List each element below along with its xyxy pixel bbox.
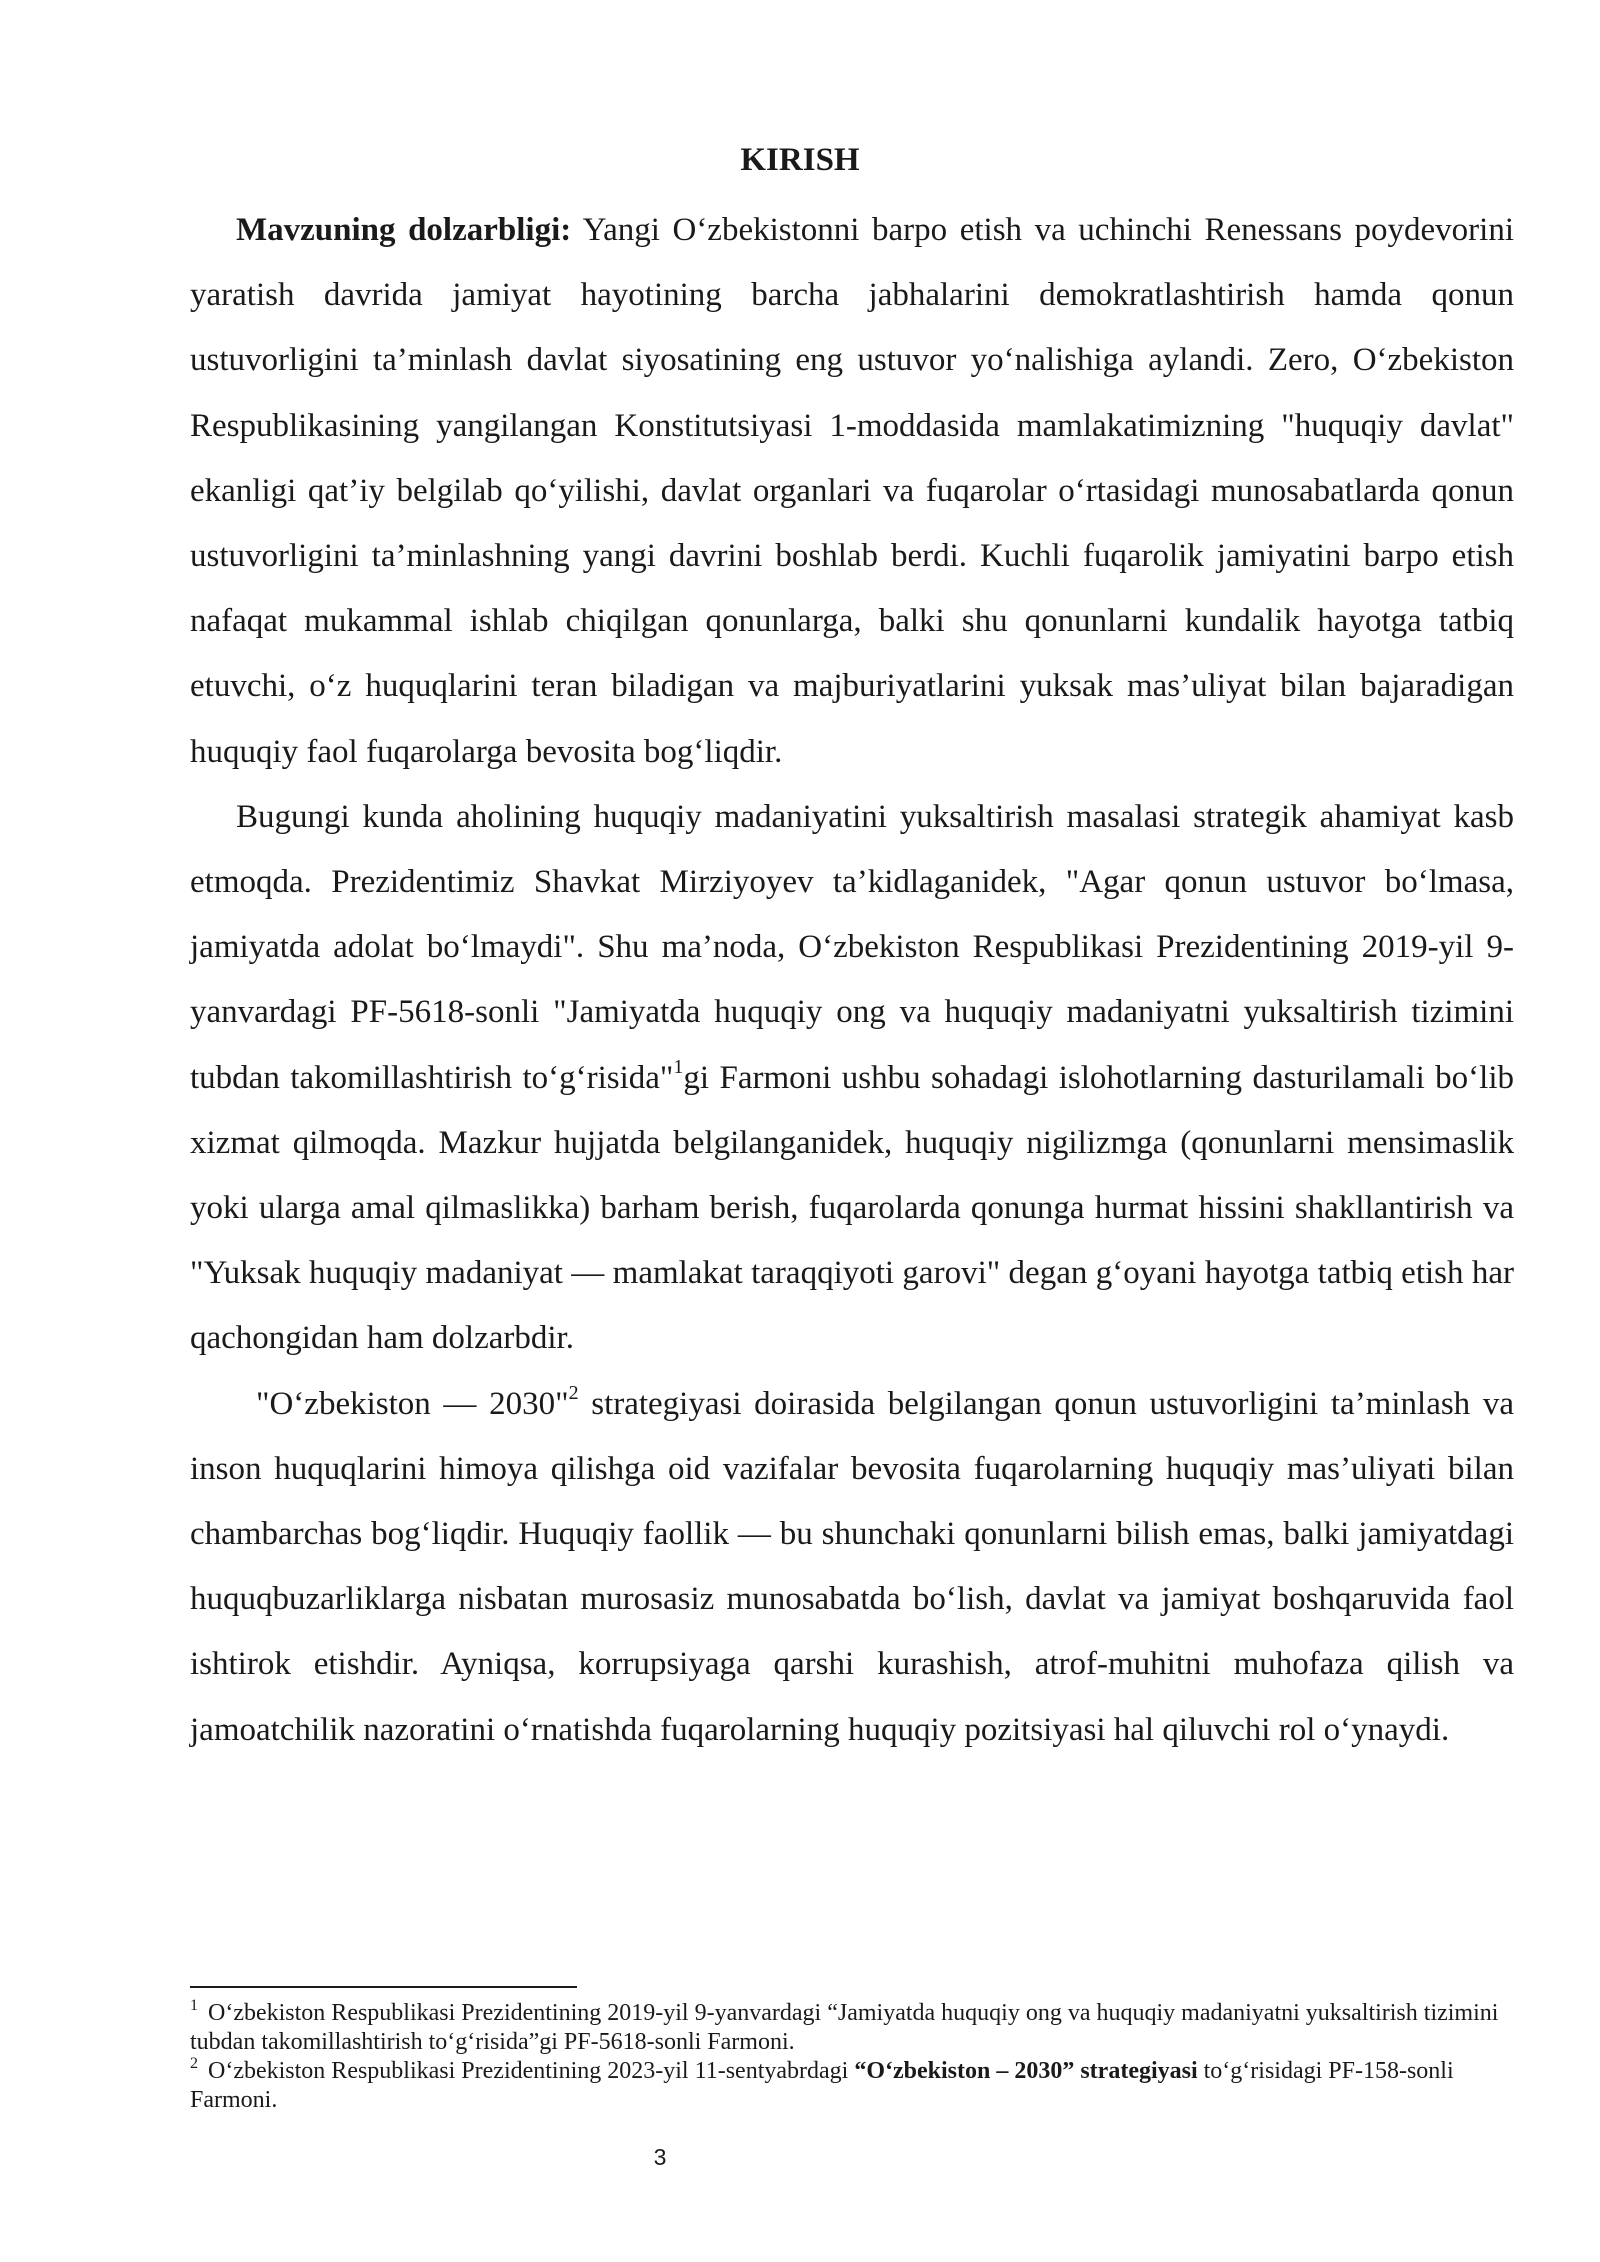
section-title: KIRISH (740, 142, 860, 178)
footnote-1 (190, 1999, 1514, 2057)
footnote-ref-2[interactable]: 2 (568, 1381, 579, 1404)
paragraph-text: "O‘zbekiston — 2030" (256, 1385, 569, 1422)
paragraph-legal-culture (190, 785, 1514, 1372)
paragraph-text: Bugungi kunda aholining huquqiy madaniyatini yuksaltirish masalasi strategik ahamiyat kasb etmoqda. Prezidentimiz Shavkat Mirziyoyev ta’kidlaganidek, "Agar qonun ustuvor bo‘lmasa, jamiyatda adolat bo‘lmaydi". Shu ma’noda, O‘zbekiston Respublikasi Prezidentining 2019-yil 9-yanvardagi PF-5618-sonli "Jamiyatda huquqiy ong va huquqiy madaniyatni yuksaltirish tizimini tubdan takomillashtirish to‘g‘risida" (190, 798, 1514, 1096)
footnote-bold-title: “O‘zbekiston – 2030” strategiyasi (854, 2058, 1198, 2084)
footnote-ref-1[interactable]: 1 (673, 1055, 684, 1078)
paragraph-strategy-2030 (190, 1372, 1514, 1763)
paragraph-text: strategiyasi doirasida belgilangan qonun ustuvorligini ta’minlash va inson huquqlarini himoya qilishga oid vazifalar bevosita fuqarolarning huquqiy mas’uliyati bilan chambarchas bog‘liqdir. Huquqiy faollik — bu shunchaki qonunlarni bilish emas, balki jamiyatdagi huquqbuzarliklarga nisbatan murosasiz munosabatda bo‘lish, davlat va jamiyat boshqaruvida faol ishtirok etishdir. Ayniqsa, korrupsiyaga qarshi kurashish, atrof-muhitni muhofaza qilish va jamoatchilik nazoratini o‘rnatishda fuqarolarning huquqiy pozitsiyasi hal qiluvchi rol o‘ynaydi. (190, 1385, 1514, 1748)
paragraph-lead-label: Mavzuning dolzarbligi: (236, 212, 572, 248)
paragraph-text: gi Farmoni ushbu sohadagi islohotlarning dasturilamali bo‘lib xizmat qilmoqda. Mazkur hujjatda belgilanganidek, huquqiy nigilizmga (qonunlarni mensimaslik yoki ularga amal qilmaslikka) barham berish, fuqarolarda qonunga hurmat hissini shakllantirish va "Yuksak huquqiy madaniyat — mamlakat taraqqiyoti garovi" degan g‘oyani hayotga tatbiq etish har qachongidan ham dolzarbdir. (190, 1059, 1514, 1357)
page-number: 3 (653, 2144, 667, 2170)
paragraph-text: Yangi O‘zbekistonni barpo etish va uchinchi Renessans poydevorini yaratish davrida jamiyat hayotining barcha jabhalarini demokratlashtirish hamda qonun ustuvorligini ta’minlash davlat siyosatining eng ustuvor yo‘nalishiga aylandi. Zero, O‘zbekiston Respublikasining yangilangan Konstitutsiyasi 1-moddasida mamlakatimizning "huquqiy davlat" ekanligi qat’iy belgilab qo‘yilishi, davlat organlari va fuqarolar o‘rtasidagi munosabatlarda qonun ustuvorligini ta’minlashning yangi davrini boshlab berdi. Kuchli fuqarolik jamiyatini barpo etish nafaqat mukammal ishlab chiqilgan qonunlarga, balki shu qonunlarni kundalik hayotga tatbiq etuvchi, o‘z huquqlarini teran biladigan va majburiyatlarini yuksak mas’uliyat bilan bajaradigan huquqiy faol fuqarolarga bevosita bog‘liqdir. (190, 212, 1514, 770)
footnote-2 (190, 2057, 1514, 2115)
footnote-text: O‘zbekiston Respublikasi Prezidentining 2019-yil 9-yanvardagi “Jamiyatda huquqiy ong va huquqiy madaniyatni yuksaltirish tizimini tubdan takomillashtirish to‘g‘risida”gi PF-5618-sonli Farmoni. (190, 2000, 1499, 2055)
footnote-text: to‘g‘risidagi PF-158-sonli Farmoni. (190, 2058, 1454, 2113)
body-text (190, 198, 1514, 1763)
footnote-number: 2 (190, 2055, 198, 2073)
footnote-separator (190, 1986, 577, 1988)
footnotes (190, 1999, 1514, 2115)
footnote-text: O‘zbekiston Respublikasi Prezidentining 2023-yil 11-sentyabrdagi (208, 2058, 855, 2084)
footnote-number: 1 (190, 1997, 198, 2015)
paragraph-relevance (190, 198, 1514, 785)
